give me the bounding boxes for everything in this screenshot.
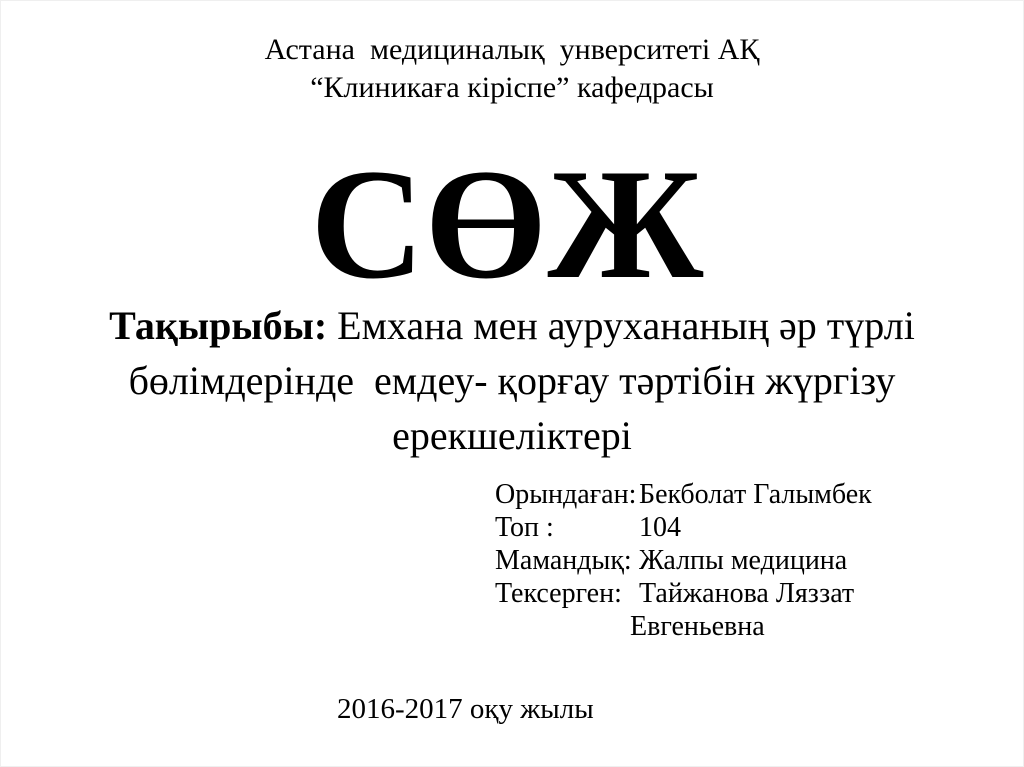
credit-label-checker: Тексерген: [495,578,622,609]
topic-paragraph [1,298,1023,463]
credit-label-specialty: Мамандық: [495,545,632,576]
credit-value-checker-2: Евгеньевна [630,611,765,642]
credit-value-specialty: Жалпы медицина [639,545,848,576]
slide-title: СӨЖ [310,137,704,312]
credit-label-group: Топ : [495,512,554,543]
credit-value-group: 104 [639,512,681,543]
credit-value-checker: Тайжанова Ляззат [639,578,855,609]
credit-value-performer: Бекболат Галымбек [639,479,872,510]
topic-line-2: бөлімдерінде емдеу- қорғау тәртібін жүргізу [128,358,896,403]
department-name: “Клиникаға кіріспе” кафедрасы [310,71,714,104]
slide-header [1,31,1023,107]
academic-year: 2016-2017 оқу жылы [337,693,594,725]
topic-text-part-1: Емхана мен аурухананың әр түрлі [327,303,915,348]
university-name: Астана медициналық унверситеті АҚ [264,33,760,66]
credits-block [495,478,872,643]
topic-line-3: ерекшеліктері [392,413,632,458]
credit-label-performer: Орындаған: [495,479,637,510]
topic-line-1 [1,298,1023,353]
topic-label: Тақырыбы: [109,303,328,348]
credit-label-empty [495,610,639,643]
